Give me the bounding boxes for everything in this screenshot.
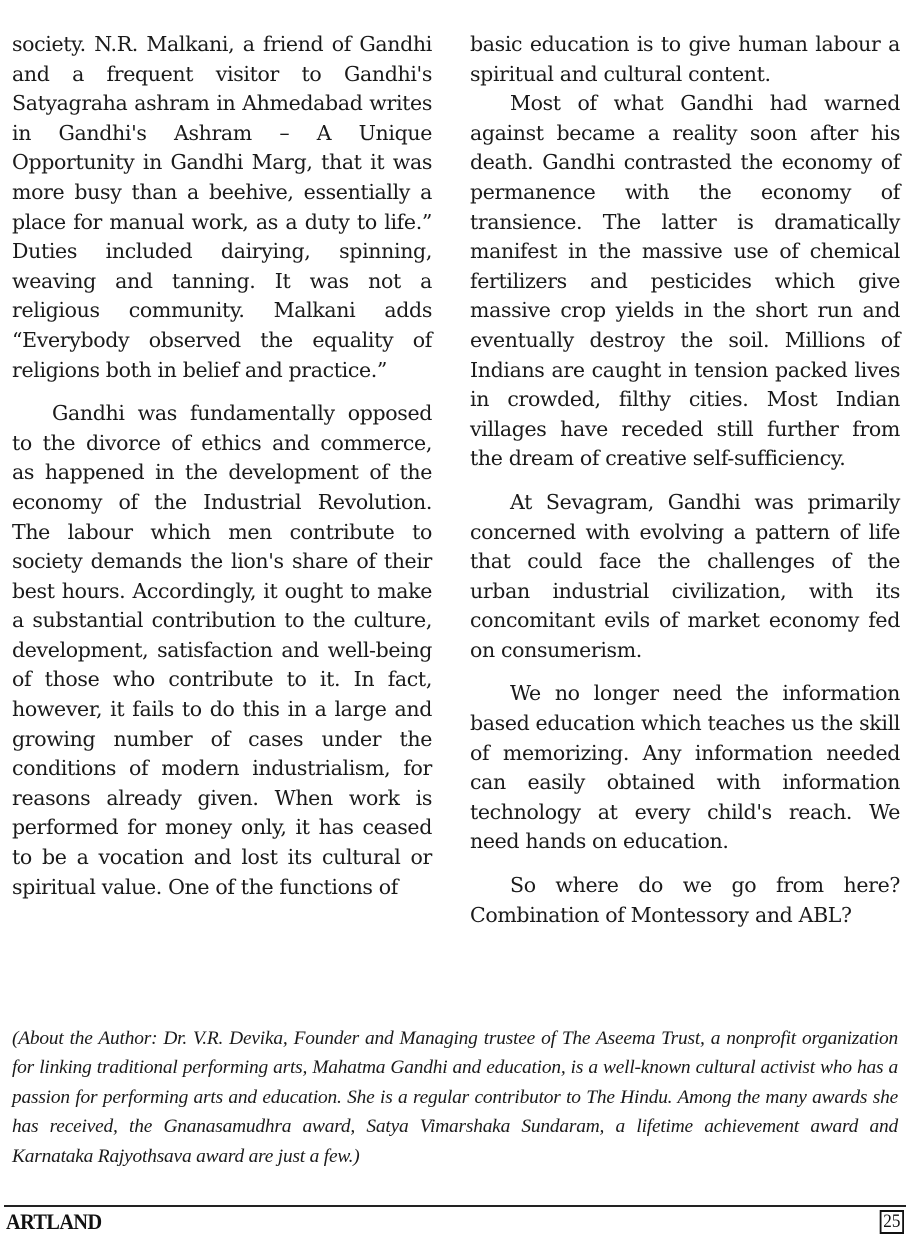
about-the-author-note: (About the Author: Dr. V.R. Devika, Founder and Managing trustee of The Aseema Trust, a nonprofit organization for linking traditional performing arts, Mahatma Gandhi and education, is a well-known cultural activist who has a passion for performing arts and education. She is a regular contributor to The Hindu. Among the many awards she has received, the Gnanasamudhra award, Satya Vimarshaka Sundaram, a lifetime achievement award and Karnataka Rajyothsava award are just a few.) xyxy=(12,1028,898,1167)
paragraph-closing-question: So where do we go from here? Combination of Montessory and ABL? xyxy=(470,873,900,927)
article-left-column xyxy=(12,30,432,902)
paragraph-ethics-commerce: Gandhi was fundamentally opposed to the divorce of ethics and commerce, as happened in the development of the economy of the Industrial Revolution. The labour which men contribute to society demands the lion's share of their best hours. Accordingly, it ought to make a substantial contribution to the culture, development, satisfaction and well-being of those who contribute to it. In fact, however, it fails to do this in a large and growing number of cases under the conditions of modern industrialism, for reasons already given. When work is performed for money only, it has ceased to be a vocation and lost its cultural or spiritual value. One of the functions of xyxy=(12,401,432,899)
article-right-column xyxy=(470,30,900,930)
page-number-box: 25 xyxy=(880,1210,904,1234)
paragraph-permanence-transience: Most of what Gandhi had warned against became a reality soon after his death. Gandhi contrasted the economy of permanence with the economy of transience. The latter is dramatically manifest in the massive use of chemical fertilizers and pesticides which give massive crop yields in the short run and eventually destroy the soil. Millions of Indians are caught in tension packed lives in crowded, filthy cities. Most Indian villages have receded still further from the dream of creative self-sufficiency. xyxy=(470,91,900,471)
publication-name: ARTLAND xyxy=(6,1209,102,1234)
paragraph-sevagram: At Sevagram, Gandhi was primarily concerned with evolving a pattern of life that could face the challenges of the urban industrial civilization, with its concomitant evils of market economy fed on consumerism. xyxy=(470,489,900,662)
paragraph-malkani-ashram: society. N.R. Malkani, a friend of Gandhi and a frequent visitor to Gandhi's Satyagraha ashram in Ahmedabad writes in Gandhi's Ashram – A Unique Opportunity in Gandhi Marg, that it was more busy than a beehive, essentially a place for manual work, as a duty to life.” Duties included dairying, spinning, weaving and tanning. It was not a religious community. Malkani adds “Everybody observed the equality of religions both in belief and practice.” xyxy=(12,32,432,382)
footer-divider xyxy=(4,1205,906,1207)
paragraph-basic-education: basic education is to give human labour a spiritual and cultural content. xyxy=(470,32,900,86)
paragraph-information-education: We no longer need the information based education which teaches us the skill of memorizing. Any information needed can easily obtained with information technology at every child's reach. We need hands on education. xyxy=(470,681,900,854)
